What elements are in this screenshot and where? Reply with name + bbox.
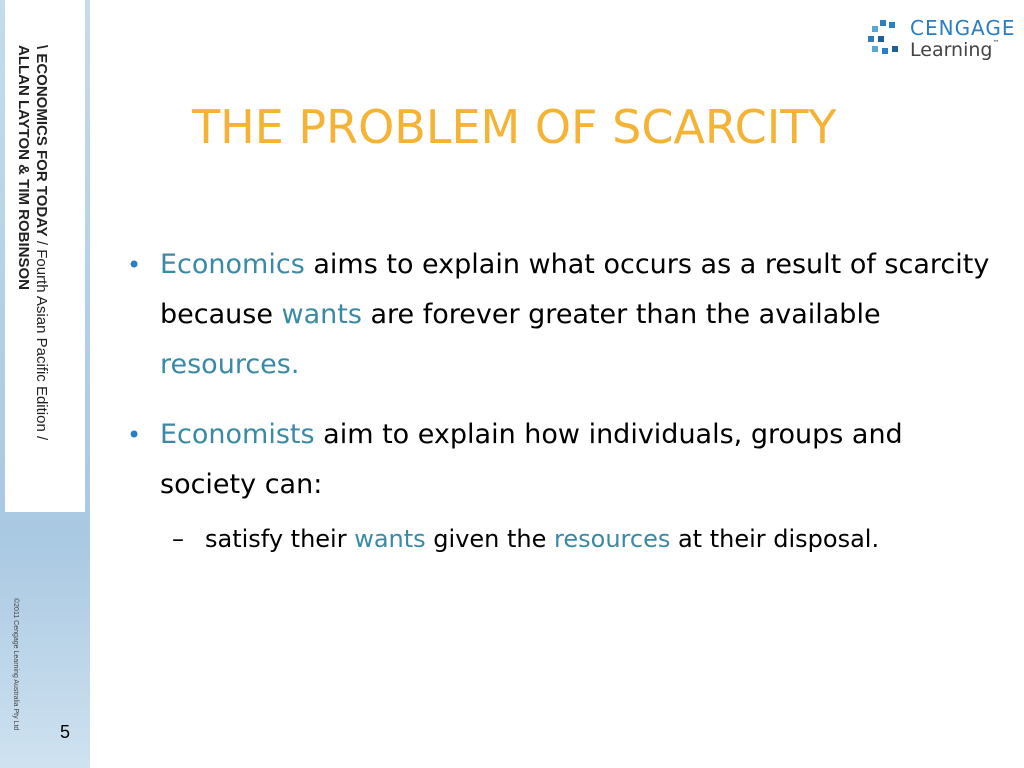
bullet-economics: • Economics aims to explain what occurs as a result of scarcity because wants are forever greater than the available resources. — [160, 240, 990, 390]
bullet-dot-icon: • — [127, 421, 142, 449]
cengage-logo — [866, 14, 1016, 64]
cengage-logo-icon — [866, 18, 906, 58]
bullet-economists: • Economists aim to explain how individuals, groups and society can: — [160, 410, 990, 510]
book-edition: Fourth Asian Pacific Edition / — [33, 249, 50, 441]
logo-text-cengage: CENGAGE — [910, 16, 1016, 40]
book-title-main: \ ECONOMICS FOR TODAY — [33, 45, 50, 237]
copyright-text: ©2011 Cengage Learning Australia Pty Ltd — [12, 598, 19, 731]
dash-icon: – — [172, 525, 184, 553]
page-number: 5 — [60, 722, 71, 742]
bullet-dot-icon: • — [127, 251, 142, 279]
logo-text-learning: Learning™ — [910, 39, 1000, 61]
slide-content — [127, 240, 990, 560]
book-title: \ ECONOMICS FOR TODAY / Fourth Asian Pacific Edition / ALLAN LAYTON & TIM ROBINSON — [15, 45, 50, 441]
slide-title: THE PROBLEM OF SCARCITY — [192, 100, 837, 154]
sub-bullet-wants: – satisfy their wants given the resources at their disposal. — [160, 518, 990, 560]
book-authors: ALLAN LAYTON & TIM ROBINSON — [15, 45, 32, 291]
sidebar — [0, 0, 90, 768]
sidebar-panel — [5, 0, 85, 512]
